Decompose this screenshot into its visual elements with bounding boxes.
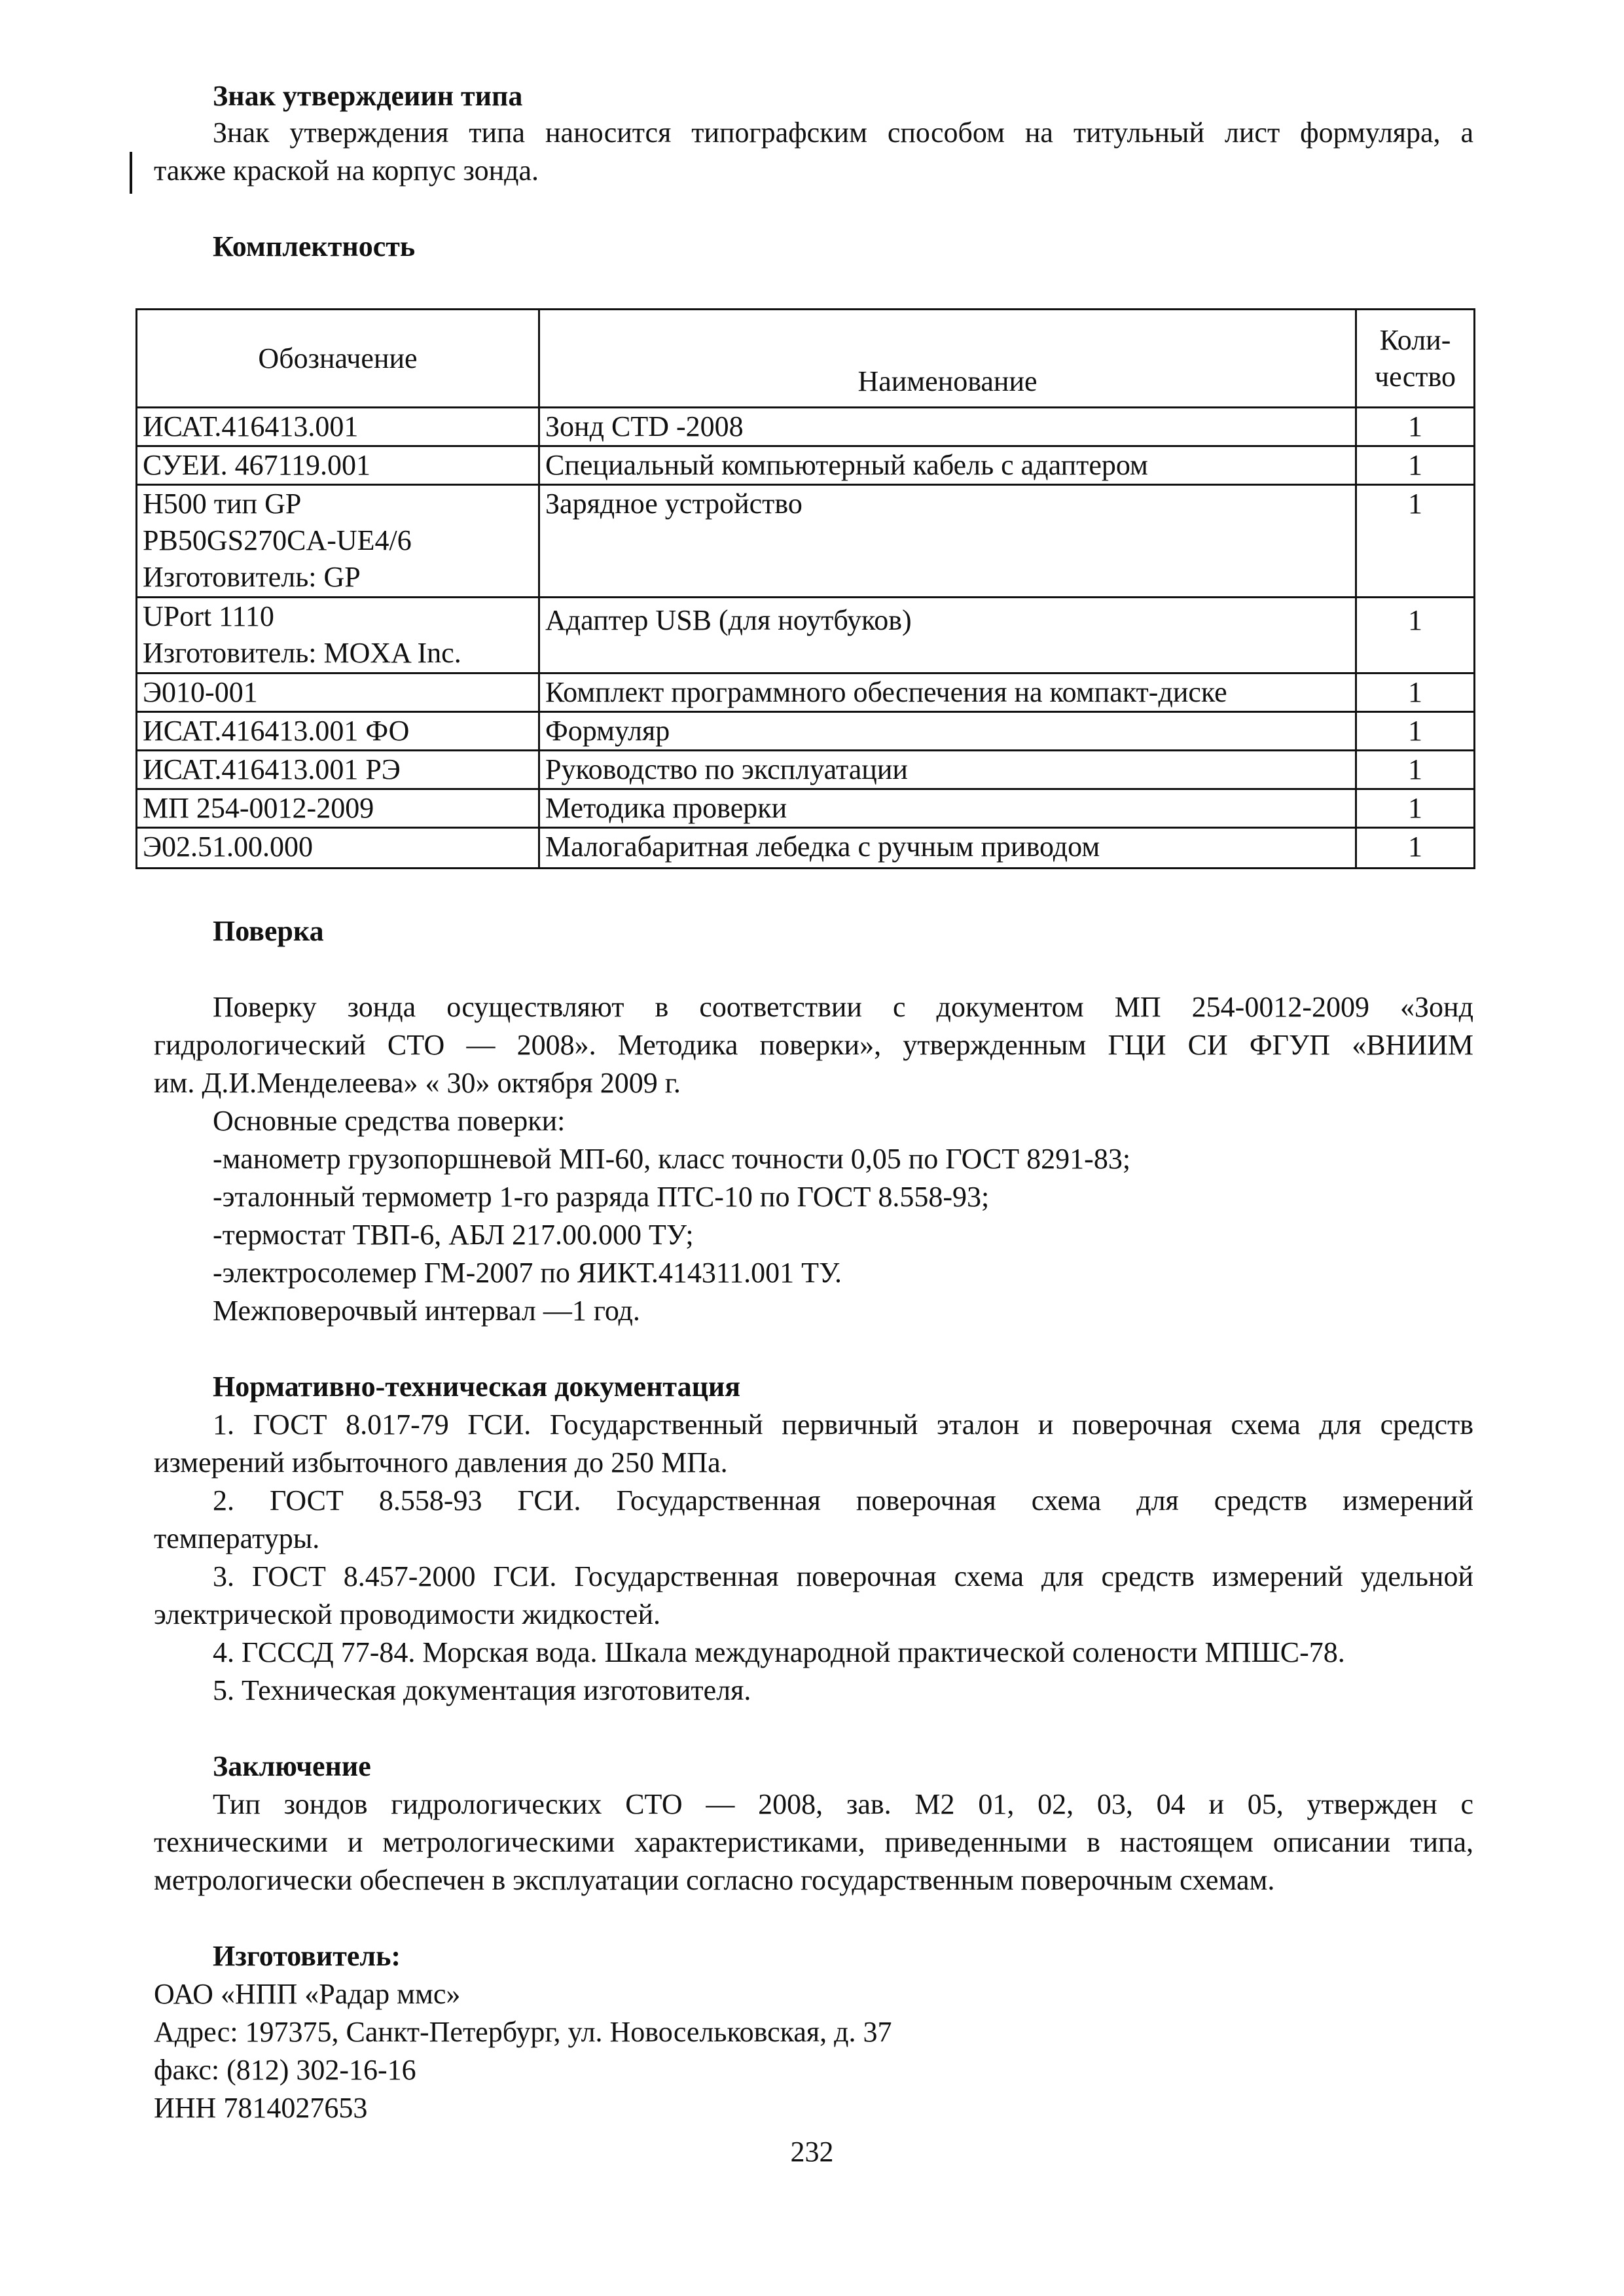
normative-heading: Нормативно-техническая документация (213, 1371, 741, 1403)
conclusion-line1: Тип зондов гидрологических СТО — 2008, зав. М2 01, 02, 03, 04 и 05, утвержден с (213, 1788, 1473, 1820)
manufacturer-address: Адрес: 197375, Санкт-Петербург, ул. Новосельковская, д. 37 (154, 2016, 892, 2048)
manufacturer-inn: ИНН 7814027653 (154, 2092, 368, 2124)
header-quantity (1356, 310, 1475, 408)
verification-p1-line3: им. Д.И.Менделеева» « 30» октября 2009 г. (154, 1067, 681, 1099)
row-code (137, 828, 539, 869)
header-designation: Обозначение (137, 310, 539, 408)
conclusion-line2: техническими и метрологическими характеристиками, приведенными в настоящем описании типа, (154, 1826, 1473, 1858)
verification-interval: Межповерочвый интервал —1 год. (213, 1295, 640, 1327)
row-name: Специальный компьютерный кабель с адаптером (539, 446, 1356, 485)
row-code (137, 485, 539, 598)
header-quantity-line2: чество (1375, 360, 1456, 393)
row-code-line: ИСАТ.416413.001 (143, 410, 359, 442)
normative-item1-line2: измерений избыточного давления до 250 МПа. (154, 1446, 728, 1479)
row-code-line: Н500 тип GP (143, 488, 302, 520)
normative-item5: 5. Техническая документация изготовителя. (213, 1674, 751, 1706)
row-name: Комплект программного обеспечения на компакт-диске (539, 673, 1356, 712)
row-name: Малогабаритная лебедка с ручным приводом (539, 828, 1356, 869)
verification-means-item: -манометр грузопоршневой МП-60, класс точности 0,05 по ГОСТ 8291-83; (213, 1143, 1131, 1175)
normative-item1-line1: 1. ГОСТ 8.017-79 ГСИ. Государственный первичный эталон и поверочная схема для средств (213, 1408, 1473, 1441)
row-qty: 1 (1356, 598, 1475, 673)
row-code (137, 673, 539, 712)
row-code (137, 751, 539, 789)
row-code-line: UPort 1110 (143, 600, 274, 632)
row-name: Зарядное устройство (539, 485, 1356, 598)
completeness-heading: Комплектность (213, 230, 416, 262)
row-code-line: PB50GS270CA-UE4/6 (143, 524, 412, 556)
manufacturer-fax: факс: (812) 302-16-16 (154, 2054, 416, 2086)
table-row (137, 673, 1475, 712)
verification-means-title: Основные средства поверки: (213, 1105, 566, 1137)
row-qty: 1 (1356, 446, 1475, 485)
row-code-line: Изготовитель: GP (143, 561, 361, 593)
row-code-line: ИСАТ.416413.001 РЭ (143, 753, 401, 785)
row-code-line: СУЕИ. 467119.001 (143, 449, 370, 481)
conclusion-line3: метрологически обеспечен в эксплуатации согласно государственным поверочным схемам. (154, 1864, 1275, 1896)
row-qty: 1 (1356, 408, 1475, 446)
normative-item3-line1: 3. ГОСТ 8.457-2000 ГСИ. Государственная поверочная схема для средств измерений удельной (213, 1560, 1473, 1592)
header-quantity-line1: Коли- (1379, 323, 1451, 356)
normative-item2-line1: 2. ГОСТ 8.558-93 ГСИ. Государственная поверочная схема для средств измерений (213, 1484, 1473, 1516)
verification-means-item: -электросолемер ГМ-2007 по ЯИКТ.414311.001 ТУ. (213, 1257, 842, 1289)
table-row (137, 598, 1475, 673)
row-code (137, 408, 539, 446)
row-code (137, 789, 539, 828)
row-code-line: Изготовитель: MOXA Inc. (143, 637, 461, 669)
row-name: Методика проверки (539, 789, 1356, 828)
row-qty: 1 (1356, 712, 1475, 751)
row-name: Адаптер USB (для ноутбуков) (539, 598, 1356, 673)
approval-mark-text-line2: также краской на корпус зонда. (154, 154, 539, 187)
approval-mark-heading: Знак утверждеиин типа (213, 80, 523, 112)
normative-item3-line2: электрической проводимости жидкостей. (154, 1598, 660, 1630)
row-name: Формуляр (539, 712, 1356, 751)
table-row (137, 408, 1475, 446)
row-qty: 1 (1356, 789, 1475, 828)
row-code-line: Э010-001 (143, 676, 258, 708)
table-header-row (137, 310, 1475, 408)
approval-mark-text-line1: Знак утверждения типа наносится типографским способом на титульный лист формуляра, а (213, 117, 1473, 149)
verification-means-item: -эталонный термометр 1-го разряда ПТС-10 по ГОСТ 8.558-93; (213, 1181, 990, 1213)
verification-means-item: -термостат ТВП-6, АБЛ 217.00.000 ТУ; (213, 1219, 694, 1251)
revision-bar (130, 152, 132, 194)
table-row (137, 712, 1475, 751)
row-code (137, 598, 539, 673)
verification-p1-line2: гидрологический СТО — 2008». Методика поверки», утвержденным ГЦИ СИ ФГУП «ВНИИМ (154, 1029, 1473, 1061)
table-row (137, 789, 1475, 828)
manufacturer-org: ОАО «НПП «Радар ммс» (154, 1978, 461, 2010)
normative-item4: 4. ГСССД 77-84. Морская вода. Шкала международной практической солености МПШС-78. (213, 1636, 1345, 1668)
manufacturer-heading: Изготовитель: (213, 1940, 401, 1972)
row-code (137, 712, 539, 751)
row-code (137, 446, 539, 485)
row-name: Руководство по эксплуатации (539, 751, 1356, 789)
table-row (137, 751, 1475, 789)
verification-heading: Поверка (213, 915, 324, 947)
row-code-line: МП 254-0012-2009 (143, 792, 374, 824)
row-name: Зонд CTD -2008 (539, 408, 1356, 446)
row-qty: 1 (1356, 828, 1475, 869)
row-qty: 1 (1356, 485, 1475, 598)
completeness-table (135, 308, 1475, 869)
row-code-line: Э02.51.00.000 (143, 831, 314, 863)
normative-item2-line2: температуры. (154, 1522, 320, 1554)
row-qty: 1 (1356, 673, 1475, 712)
row-code-line: ИСАТ.416413.001 ФО (143, 715, 410, 747)
table-row (137, 828, 1475, 869)
row-qty: 1 (1356, 751, 1475, 789)
conclusion-heading: Заключение (213, 1750, 371, 1782)
page-number: 232 (790, 2136, 834, 2168)
verification-p1-line1: Поверку зонда осуществляют в соответствии с документом МП 254-0012-2009 «Зонд (213, 991, 1473, 1023)
header-name: Наименование (539, 310, 1356, 408)
table-row (137, 485, 1475, 598)
table-row (137, 446, 1475, 485)
